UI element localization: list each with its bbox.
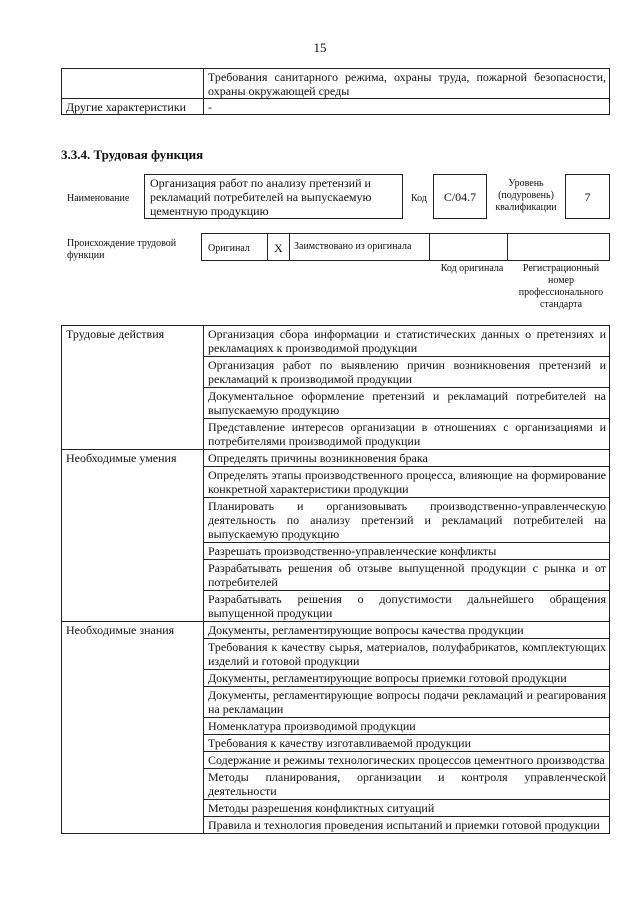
section-title: 3.3.4. Трудовая функция: [61, 147, 204, 162]
list-item: Документы, регламентирующие вопросы подачи рекламаций и реагирования на рекламации: [204, 687, 610, 718]
function-code-box: C/04.7: [433, 174, 487, 219]
list-item: Требования к качеству изготавливаемой продукции: [204, 735, 610, 752]
list-item: Номенклатура производимой продукции: [204, 718, 610, 735]
list-item: Требования к качеству сырья, материалов, полуфабрикатов, комплектующих изделий и готовой продукции: [204, 639, 610, 670]
function-details-table: [61, 325, 610, 834]
list-item: Определять этапы производственного процесса, влияющие на формирование конкретной характеристики продукции: [204, 467, 610, 498]
origin-row: [201, 233, 610, 261]
table-row: [62, 450, 610, 467]
row-text: Требования санитарного режима, охраны труда, пожарной безопасности, охраны окружающей среды: [204, 69, 610, 99]
list-item: Методы разрешения конфликтных ситуаций: [204, 800, 610, 817]
reg-number-caption: Регистрационный номер профессионального стандарта: [518, 263, 604, 310]
reg-number-cell: [508, 234, 609, 260]
code-original-caption: Код оригинала: [440, 263, 504, 274]
table-row: [62, 99, 610, 115]
section-label: Необходимые знания: [62, 622, 204, 834]
characteristics-table: [61, 68, 610, 115]
list-item: Документы, регламентирующие вопросы приемки готовой продукции: [204, 670, 610, 687]
section-label: Трудовые действия: [62, 326, 204, 450]
row-label: [62, 69, 204, 99]
level-label: Уровень (подуровень) квалификации: [495, 178, 557, 213]
origin-label: Происхождение трудовой функции: [67, 238, 177, 261]
list-item: Разрабатывать решения об отзыве выпущенной продукции с рынка и от потребителей: [204, 560, 610, 591]
table-row: [62, 326, 610, 357]
original-mark: X: [268, 234, 290, 260]
list-item: Организация сбора информации и статистических данных о претензиях и рекламациях к производимой продукции: [204, 326, 610, 357]
function-name-box: Организация работ по анализу претензий и рекламаций потребителей на выпускаемую цементную продукцию: [144, 174, 403, 219]
name-label: Наименование: [67, 193, 130, 204]
list-item: Правила и технология проведения испытаний и приемки готовой продукции: [204, 817, 610, 834]
page-number: 15: [313, 40, 327, 55]
code-label: Код: [411, 193, 427, 204]
list-item: Документальное оформление претензий и рекламаций потребителей на выпускаемую продукцию: [204, 388, 610, 419]
row-text: -: [204, 99, 610, 115]
original-label: Оригинал: [202, 234, 268, 260]
table-row: [62, 622, 610, 639]
list-item: Методы планирования, организации и контроля управленческой деятельности: [204, 769, 610, 800]
list-item: Определять причины возникновения брака: [204, 450, 610, 467]
list-item: Содержание и режимы технологических процессов цементного производства: [204, 752, 610, 769]
list-item: Планировать и организовывать производственно-управленческую деятельность по анализу претензий и рекламаций потребителей на выпускаемую продукцию: [204, 498, 610, 543]
list-item: Разрешать производственно-управленческие конфликты: [204, 543, 610, 560]
row-label: Другие характеристики: [62, 99, 204, 115]
list-item: Разрабатывать решения о допустимости дальнейшего обращения выпущенной продукции: [204, 591, 610, 622]
section-label: Необходимые умения: [62, 450, 204, 622]
list-item: Документы, регламентирующие вопросы качества продукции: [204, 622, 610, 639]
list-item: Представление интересов организации в отношениях с организациями и потребителями производимой продукции: [204, 419, 610, 450]
borrowed-label: Заимствовано из оригинала: [290, 234, 430, 260]
table-row: [62, 69, 610, 99]
code-original-cell: [430, 234, 508, 260]
level-box: 7: [565, 174, 610, 219]
list-item: Организация работ по выявлению причин возникновения претензий и рекламаций к производимой продукции: [204, 357, 610, 388]
